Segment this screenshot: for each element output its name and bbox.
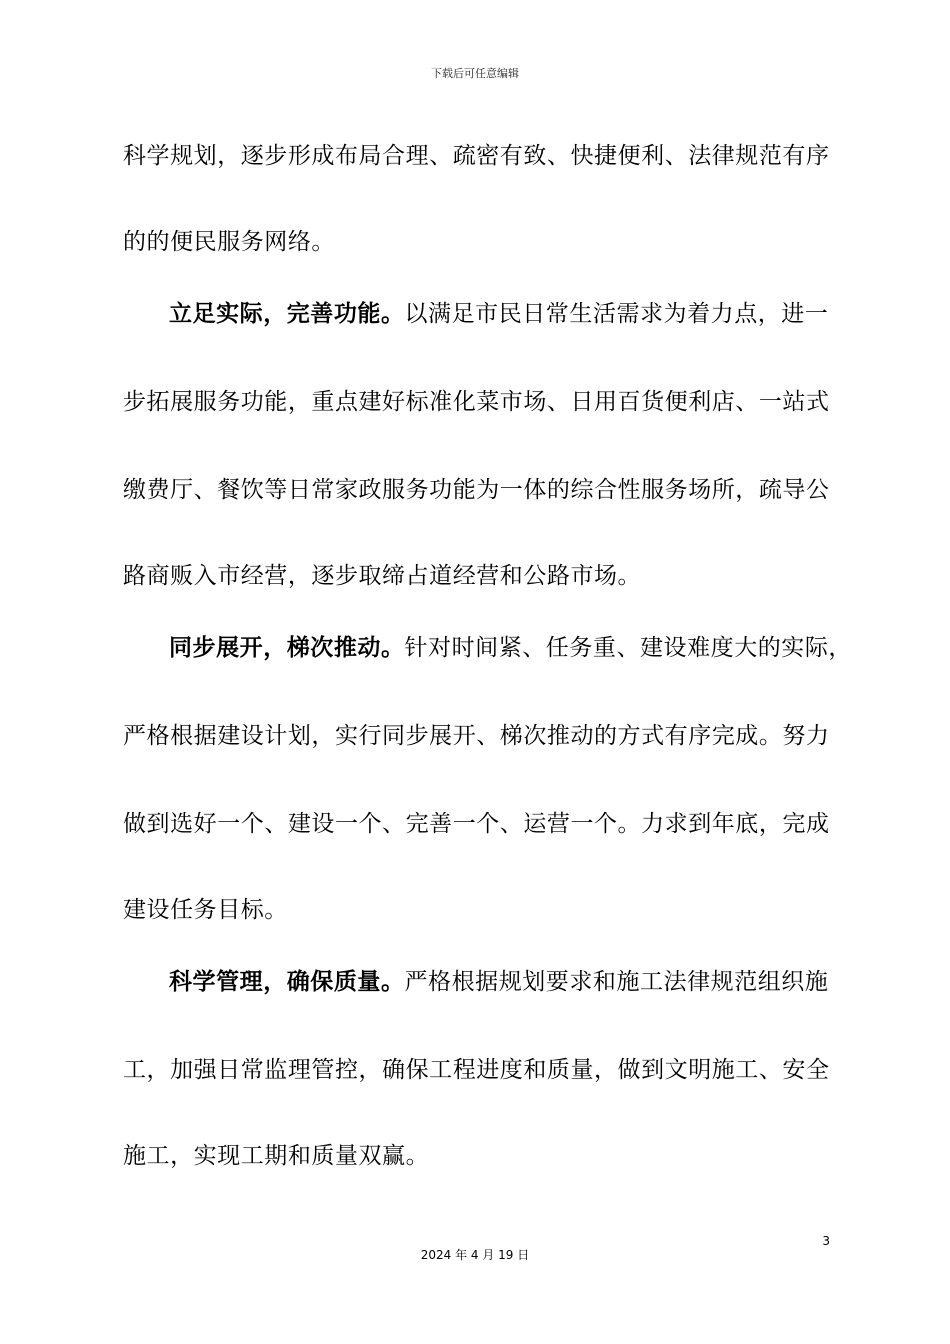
body-line: 建设任务目标。 — [123, 897, 288, 923]
body-line: 严格根据建设计划，实行同步展开、梯次推动的方式有序完成。努力 — [123, 723, 830, 749]
page-number: 3 — [822, 1234, 830, 1248]
paragraph-first-line — [123, 628, 879, 668]
body-line: 科学规划，逐步形成布局合理、疏密有致、快捷便利、法律规范有序 — [123, 143, 830, 169]
body-line: 施工，实现工期和质量双赢。 — [123, 1143, 430, 1169]
body-line: 的的便民服务网络。 — [123, 229, 335, 255]
body-line: 缴费厅、餐饮等日常家政服务功能为一体的综合性服务场所，疏导公 — [123, 477, 830, 503]
paragraph-heading: 同步展开，梯次推动。 — [169, 635, 405, 661]
paragraph-first-line — [123, 294, 879, 334]
footer-date: 2024 年 4 月 19 日 — [420, 1248, 530, 1262]
body-line: 路商贩入市经营，逐步取缔占道经营和公路市场。 — [123, 563, 642, 589]
paragraph-text: 针对时间紧、任务重、建设难度大的实际， — [404, 635, 852, 661]
paragraph-heading: 立足实际，完善功能。 — [169, 301, 405, 327]
body-line: 步拓展服务功能，重点建好标准化菜市场、日用百货便利店、一站式 — [123, 389, 830, 415]
body-line: 做到选好一个、建设一个、完善一个、运营一个。力求到年底，完成 — [123, 811, 830, 837]
paragraph-first-line — [123, 962, 879, 1002]
paragraph-text: 以满足市民日常生活需求为着力点，进一 — [404, 301, 829, 327]
body-line: 工，加强日常监理管控，确保工程进度和质量，做到文明施工、安全 — [123, 1057, 830, 1083]
paragraph-heading: 科学管理，确保质量。 — [169, 969, 405, 995]
paragraph-text: 严格根据规划要求和施工法律规范组织施 — [404, 969, 829, 995]
page-header: 下载后可任意编辑 — [431, 67, 519, 80]
